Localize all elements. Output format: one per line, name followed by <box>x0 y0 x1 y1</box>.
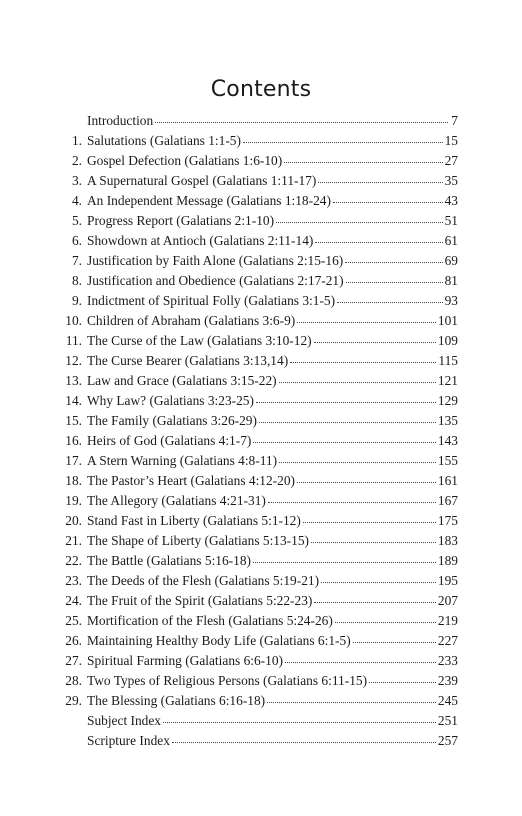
toc-entry <box>54 151 458 171</box>
toc-entry-page: 195 <box>437 573 458 588</box>
toc-entry <box>54 651 458 671</box>
toc-entry-title: Mortification of the Flesh (Galatians 5:24-26) <box>87 613 333 628</box>
toc-entry-number: 19. <box>65 493 82 508</box>
toc-entry-number: 5. <box>71 213 82 228</box>
dot-leader <box>268 501 436 503</box>
dot-leader <box>285 661 436 663</box>
toc-entry <box>54 131 458 151</box>
toc-entry-page: 93 <box>444 293 458 308</box>
toc-entry <box>54 571 458 591</box>
toc-entry-title: Justification and Obedience (Galatians 2:17-21) <box>87 273 344 288</box>
toc-entry-title: The Pastor’s Heart (Galatians 4:12-20) <box>87 473 295 488</box>
toc-entry-number: 6. <box>71 233 82 248</box>
toc-entry-page: 161 <box>437 473 458 488</box>
toc-entry-number: 13. <box>65 373 82 388</box>
toc-entry-page: 101 <box>437 313 458 328</box>
toc-entry <box>54 291 458 311</box>
toc-entry-number: 7. <box>71 253 82 268</box>
toc-entry-title: Gospel Defection (Galatians 1:6-10) <box>87 153 283 168</box>
toc-entry <box>54 531 458 551</box>
toc-entry <box>54 171 458 191</box>
toc-entry-page: 219 <box>437 613 458 628</box>
dot-leader <box>276 221 443 223</box>
toc-entry-page: 189 <box>437 553 458 568</box>
toc-entry <box>54 351 458 371</box>
toc-entry-number: 2. <box>71 153 82 168</box>
toc-entry-page: 245 <box>437 693 458 708</box>
toc-entry-number: 11. <box>65 333 82 348</box>
toc-entry <box>54 111 458 131</box>
dot-leader <box>297 481 436 483</box>
toc-entry <box>54 231 458 251</box>
toc-entry-page: 183 <box>437 533 458 548</box>
toc-entry-title: Showdown at Antioch (Galatians 2:11-14) <box>87 233 314 248</box>
dot-leader <box>256 401 436 403</box>
toc-entry-number: 15. <box>65 413 82 428</box>
toc-entry-page: 115 <box>438 353 458 368</box>
toc-entry-title: Stand Fast in Liberty (Galatians 5:1-12) <box>87 513 301 528</box>
toc-entry-page: 155 <box>437 453 458 468</box>
dot-leader <box>267 701 436 703</box>
toc-entry-number: 4. <box>71 193 82 208</box>
toc-entry-page: 167 <box>437 493 458 508</box>
toc-entry-page: 15 <box>444 133 458 148</box>
toc-entry <box>54 611 458 631</box>
toc-entry-page: 257 <box>437 733 458 748</box>
toc-entry <box>54 551 458 571</box>
dot-leader <box>335 621 436 623</box>
toc-entry-title: The Fruit of the Spirit (Galatians 5:22-23) <box>87 593 313 608</box>
toc-entry <box>54 491 458 511</box>
toc-entry-number: 9. <box>71 293 82 308</box>
toc-entry-number: 24. <box>65 593 82 608</box>
table-of-contents <box>54 111 458 751</box>
toc-entry-title: Why Law? (Galatians 3:23-25) <box>87 393 254 408</box>
toc-entry-number: 10. <box>65 313 82 328</box>
dot-leader <box>253 441 436 443</box>
toc-entry-title: Heirs of God (Galatians 4:1-7) <box>87 433 252 448</box>
toc-entry-page: 251 <box>437 713 458 728</box>
dot-leader <box>279 381 436 383</box>
toc-entry-page: 109 <box>437 333 458 348</box>
page-title: Contents <box>210 76 312 102</box>
toc-entry-title: Subject Index <box>87 713 162 728</box>
dot-leader <box>353 641 436 643</box>
toc-entry-title: Introduction <box>87 113 154 128</box>
toc-entry-number: 17. <box>65 453 82 468</box>
toc-entry-page: 129 <box>437 393 458 408</box>
toc-entry-title: The Shape of Liberty (Galatians 5:13-15) <box>87 533 309 548</box>
toc-entry-number: 27. <box>65 653 82 668</box>
toc-entry <box>54 191 458 211</box>
dot-leader <box>345 261 442 263</box>
toc-entry-number: 18. <box>65 473 82 488</box>
toc-entry <box>54 591 458 611</box>
toc-entry-title: The Family (Galatians 3:26-29) <box>87 413 257 428</box>
toc-entry <box>54 251 458 271</box>
toc-entry-title: Spiritual Farming (Galatians 6:6-10) <box>87 653 283 668</box>
toc-entry-page: 27 <box>444 153 458 168</box>
toc-entry-number: 14. <box>65 393 82 408</box>
dot-leader <box>346 281 443 283</box>
toc-entry <box>54 211 458 231</box>
toc-entry-title: Two Types of Religious Persons (Galatians 6:11-15) <box>87 673 368 688</box>
toc-entry-title: The Deeds of the Flesh (Galatians 5:19-21) <box>87 573 320 588</box>
toc-entry <box>54 311 458 331</box>
dot-leader <box>314 341 436 343</box>
dot-leader <box>303 521 436 523</box>
toc-entry-page: 51 <box>444 213 458 228</box>
toc-entry-number: 20. <box>65 513 82 528</box>
toc-entry <box>54 471 458 491</box>
toc-entry-title: The Allegory (Galatians 4:21-31) <box>87 493 266 508</box>
toc-entry-number: 3. <box>71 173 82 188</box>
toc-entry <box>54 511 458 531</box>
toc-entry-number: 28. <box>65 673 82 688</box>
toc-entry-number: 16. <box>65 433 82 448</box>
toc-entry-page: 239 <box>437 673 458 688</box>
toc-entry <box>54 731 458 751</box>
toc-entry-title: The Blessing (Galatians 6:16-18) <box>87 693 266 708</box>
toc-entry-number: 23. <box>65 573 82 588</box>
toc-entry <box>54 411 458 431</box>
dot-leader <box>259 421 436 423</box>
dot-leader <box>290 361 436 363</box>
dot-leader <box>253 561 436 563</box>
toc-entry-page: 69 <box>444 253 458 268</box>
toc-entry-number: 26. <box>65 633 82 648</box>
toc-entry-title: Law and Grace (Galatians 3:15-22) <box>87 373 277 388</box>
dot-leader <box>297 321 436 323</box>
toc-entry-page: 43 <box>444 193 458 208</box>
toc-entry-number: 8. <box>71 273 82 288</box>
toc-entry-number: 22. <box>65 553 82 568</box>
dot-leader <box>172 741 436 743</box>
dot-leader <box>369 681 436 683</box>
toc-entry-page: 233 <box>437 653 458 668</box>
toc-entry-page: 143 <box>437 433 458 448</box>
dot-leader <box>318 181 442 183</box>
toc-entry <box>54 371 458 391</box>
toc-entry-number: 21. <box>65 533 82 548</box>
dot-leader <box>321 581 436 583</box>
toc-entry-number: 25. <box>65 613 82 628</box>
toc-entry <box>54 391 458 411</box>
toc-entry-page: 135 <box>437 413 458 428</box>
toc-entry-title: An Independent Message (Galatians 1:18-24) <box>87 193 331 208</box>
toc-entry <box>54 671 458 691</box>
toc-entry-page: 81 <box>444 273 458 288</box>
toc-entry-title: Scripture Index <box>87 733 170 748</box>
toc-entry-page: 121 <box>437 373 458 388</box>
toc-entry-page: 35 <box>444 173 458 188</box>
toc-entry <box>54 451 458 471</box>
toc-entry-page: 7 <box>451 113 458 128</box>
dot-leader <box>315 241 442 243</box>
toc-entry-title: Maintaining Healthy Body Life (Galatians 6:1-5) <box>87 633 351 648</box>
toc-entry-page: 175 <box>437 513 458 528</box>
toc-entry-number: 1. <box>71 133 82 148</box>
toc-entry-title: The Curse Bearer (Galatians 3:13,14) <box>87 353 289 368</box>
toc-entry-title: A Stern Warning (Galatians 4:8-11) <box>87 453 278 468</box>
dot-leader <box>163 721 436 723</box>
toc-entry-title: The Battle (Galatians 5:16-18) <box>87 553 251 568</box>
toc-entry-number: 29. <box>65 693 82 708</box>
toc-entry <box>54 431 458 451</box>
toc-entry-title: Indictment of Spiritual Folly (Galatians 3:1-5) <box>87 293 336 308</box>
toc-entry <box>54 331 458 351</box>
toc-entry <box>54 631 458 651</box>
dot-leader <box>243 141 443 143</box>
toc-entry-title: The Curse of the Law (Galatians 3:10-12) <box>87 333 312 348</box>
dot-leader <box>155 121 448 123</box>
toc-entry-page: 61 <box>444 233 458 248</box>
dot-leader <box>279 461 436 463</box>
toc-entry-page: 207 <box>437 593 458 608</box>
toc-entry-title: Salutations (Galatians 1:1-5) <box>87 133 241 148</box>
toc-entry-title: Children of Abraham (Galatians 3:6-9) <box>87 313 296 328</box>
dot-leader <box>311 541 436 543</box>
toc-entry-title: Progress Report (Galatians 2:1-10) <box>87 213 275 228</box>
dot-leader <box>337 301 443 303</box>
dot-leader <box>284 161 442 163</box>
dot-leader <box>314 601 436 603</box>
toc-entry <box>54 271 458 291</box>
dot-leader <box>333 201 443 203</box>
toc-entry-number: 12. <box>65 353 82 368</box>
toc-entry <box>54 711 458 731</box>
toc-entry-title: Justification by Faith Alone (Galatians 2:15-16) <box>87 253 344 268</box>
toc-entry-page: 227 <box>437 633 458 648</box>
toc-entry <box>54 691 458 711</box>
toc-entry-title: A Supernatural Gospel (Galatians 1:11-17) <box>87 173 317 188</box>
